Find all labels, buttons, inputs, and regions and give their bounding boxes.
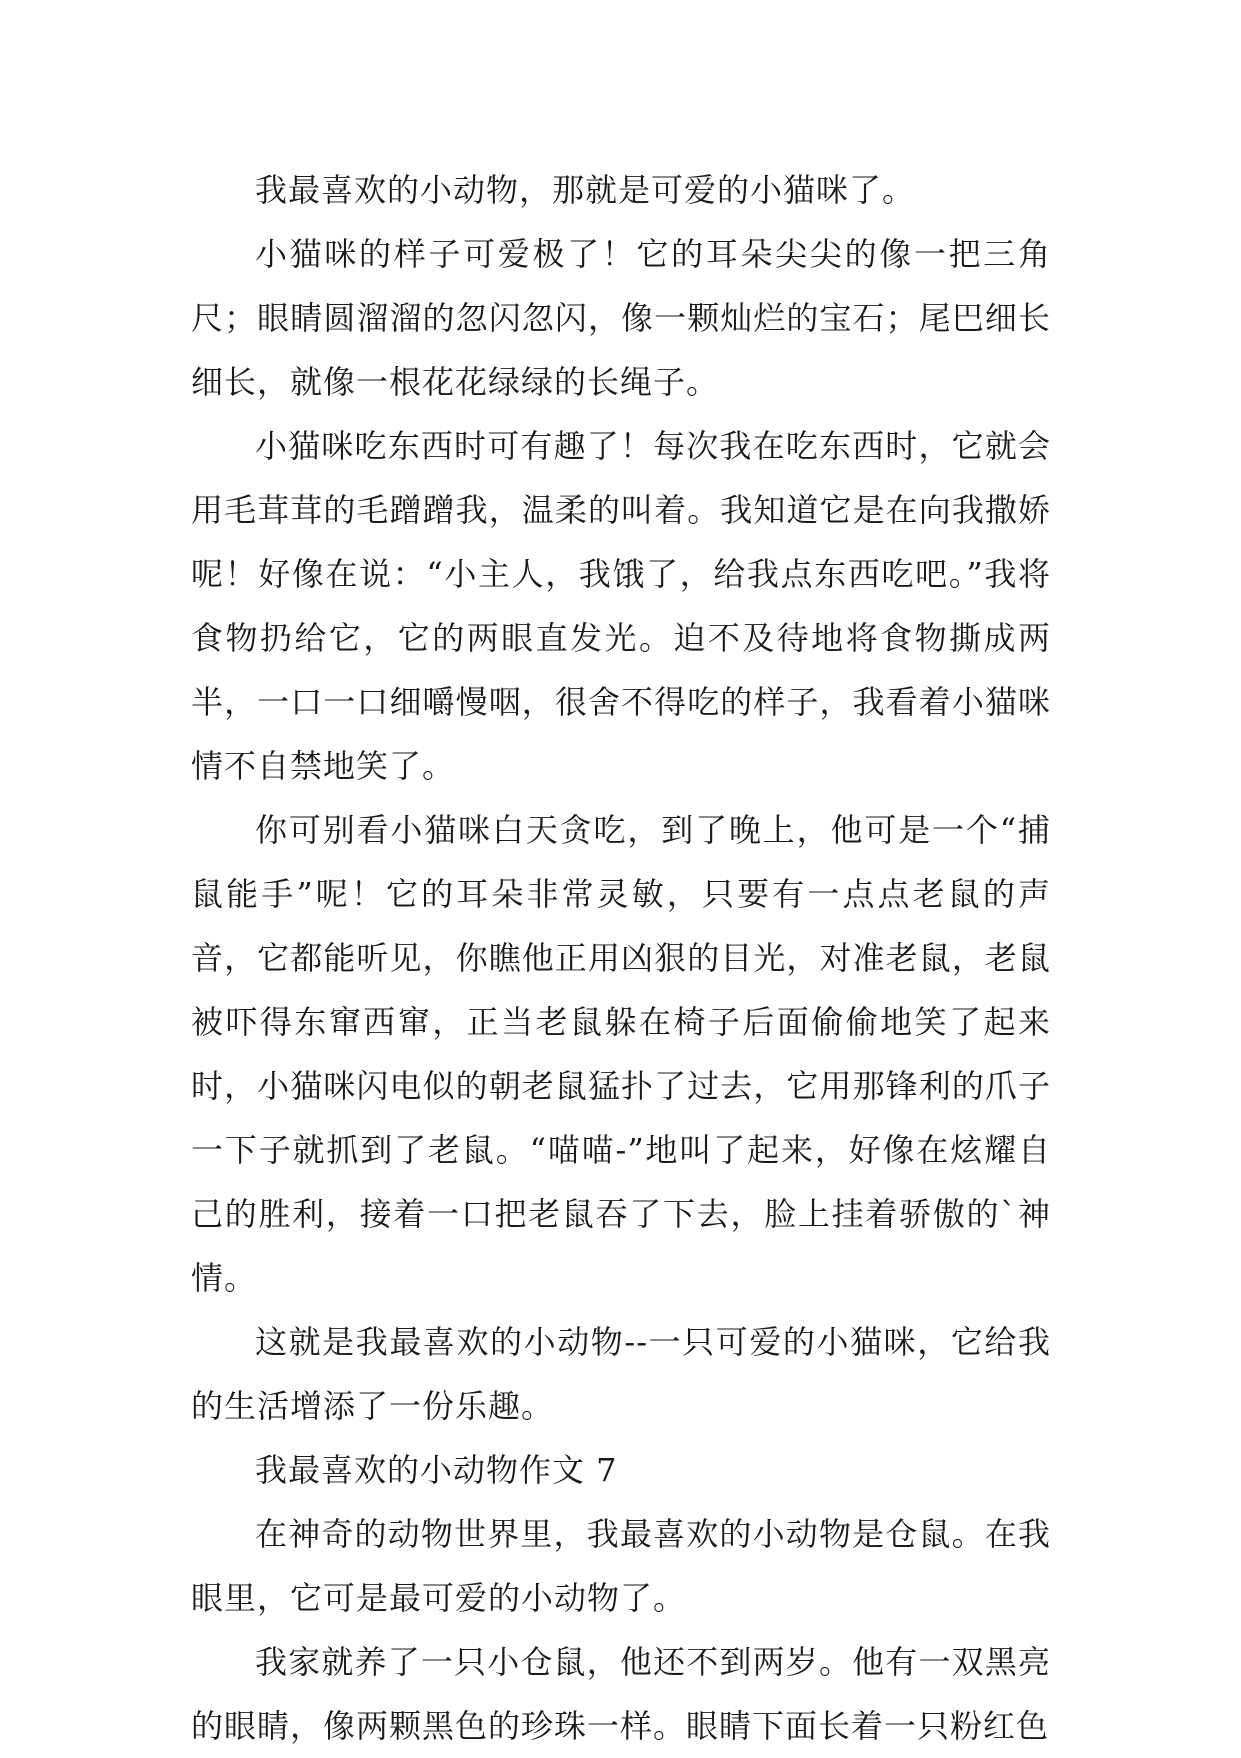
- paragraph-hamster-description: 我家就养了一只小仓鼠，他还不到两岁。他有一双黑亮的眼睛，像两颗黑色的珍珠一样。眼睛下面长着一只粉红色: [191, 1643, 1051, 1745]
- paragraph-hamster-intro: 在神奇的动物世界里，我最喜欢的小动物是仓鼠。在我眼里，它可是最可爱的小动物了。: [191, 1515, 1051, 1617]
- paragraph-eating: 小猫咪吃东西时可有趣了！每次我在吃东西时，它就会用毛茸茸的毛蹭蹭我，温柔的叫着。我知道它是在向我撒娇呢！好像在说：“小主人，我饿了，给我点东西吃吧。”我将食物扔给它，它的两眼直发光。迫不及待地将食物撕成两半，一口一口细嚼慢咽，很舍不得吃的样子，我看着小猫咪情不自禁地笑了。: [191, 427, 1051, 785]
- paragraph-appearance: 小猫咪的样子可爱极了！它的耳朵尖尖的像一把三角尺；眼睛圆溜溜的忽闪忽闪，像一颗灿烂的宝石；尾巴细长细长，就像一根花花绿绿的长绳子。: [191, 235, 1051, 401]
- document-page: [191, 158, 1051, 1758]
- paragraph-intro: 我最喜欢的小动物，那就是可爱的小猫咪了。: [255, 171, 916, 209]
- paragraph-conclusion: 这就是我最喜欢的小动物--一只可爱的小猫咪，它给我的生活增添了一份乐趣。: [191, 1323, 1051, 1425]
- paragraph-mouse-catching: 你可别看小猫咪白天贪吃，到了晚上，他可是一个“捕鼠能手”呢！它的耳朵非常灵敏，只要有一点点老鼠的声音，它都能听见，你瞧他正用凶狠的目光，对准老鼠，老鼠被吓得东窜西窜，正当老鼠躲在椅子后面偷偷地笑了起来时，小猫咪闪电似的朝老鼠猛扑了过去，它用那锋利的爪子一下子就抓到了老鼠。“喵喵-”地叫了起来，好像在炫耀自己的胜利，接着一口把老鼠吞了下去，脸上挂着骄傲的`神情。: [191, 811, 1051, 1297]
- essay-heading: 我最喜欢的小动物作文 7: [255, 1451, 618, 1489]
